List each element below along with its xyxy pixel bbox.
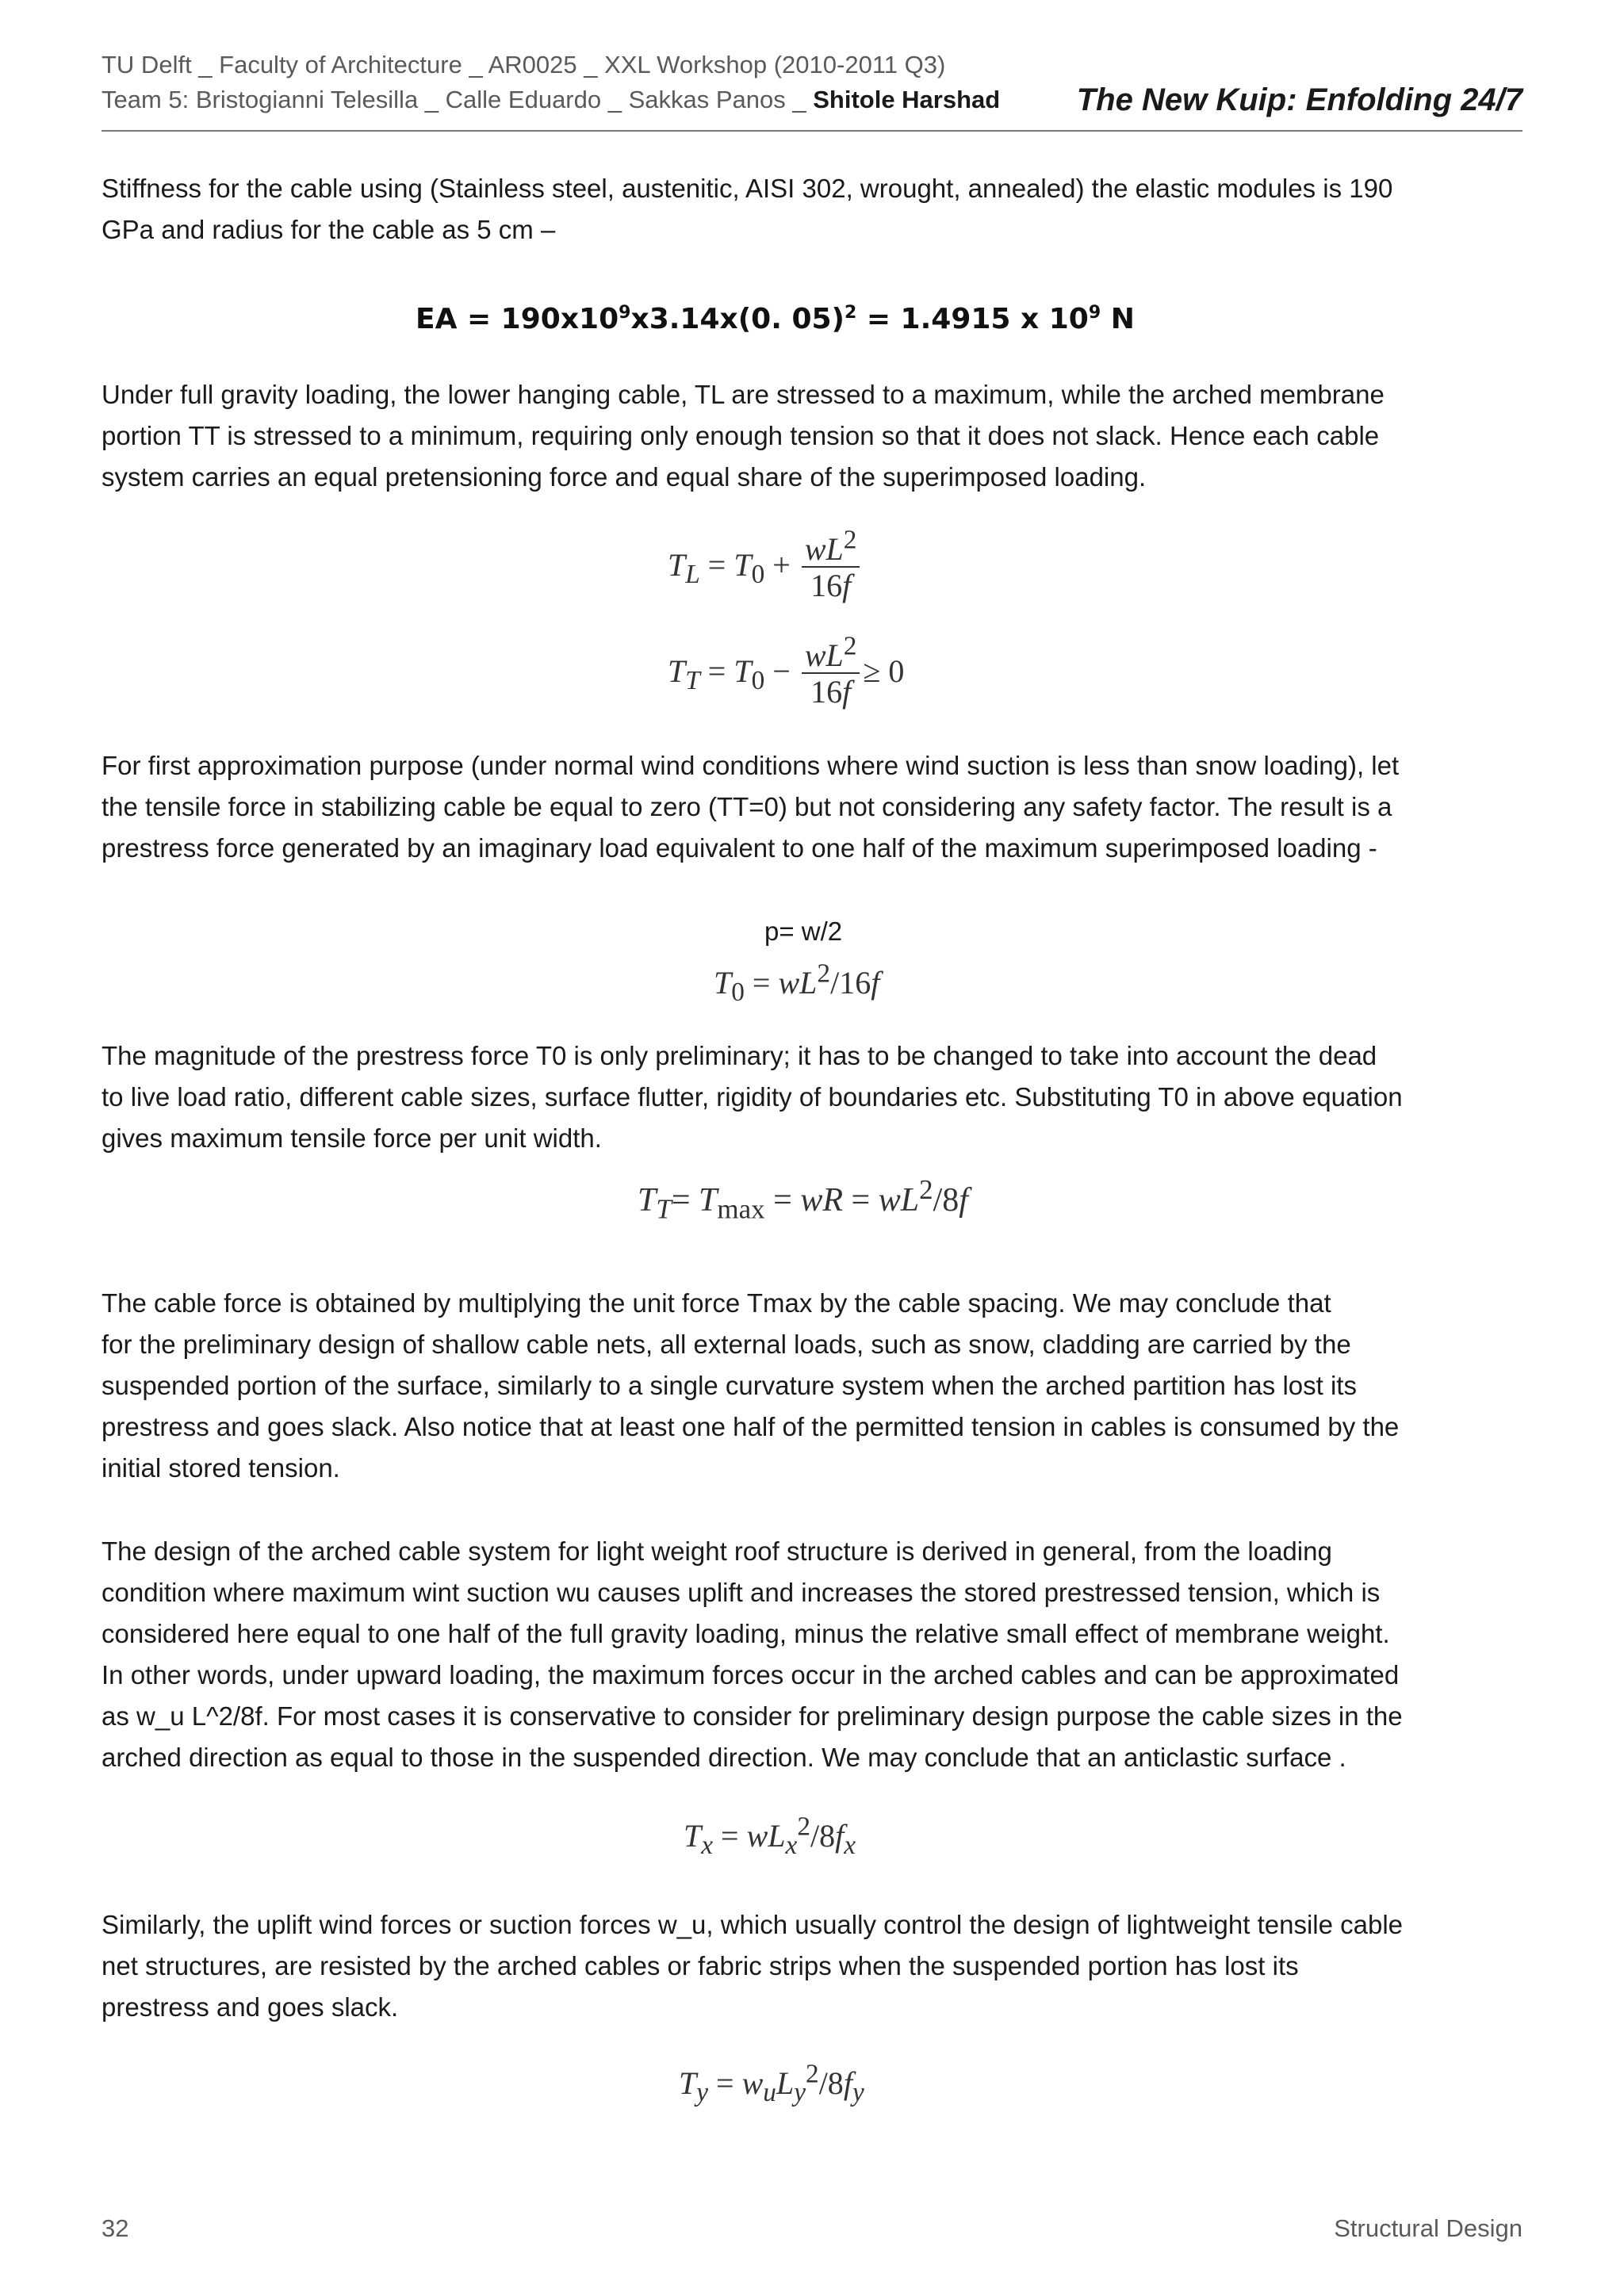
paragraph-first-approximation	[102, 745, 1522, 869]
text-line: Under full gravity loading, the lower hanging cable, TL are stressed to a maximum, while the arched membrane	[102, 380, 1385, 409]
text-line: arched direction as equal to those in the suspended direction. We may conclude that an anticlastic surface .	[102, 1743, 1346, 1772]
text-line: The design of the arched cable system for light weight roof structure is derived in general, from the loading	[102, 1536, 1332, 1566]
text-line: for the preliminary design of shallow cable nets, all external loads, such as snow, cladding are carried by the	[102, 1330, 1351, 1359]
text-line: the tensile force in stabilizing cable be equal to zero (TT=0) but not considering any safety factor. The result is a	[102, 792, 1392, 821]
paragraph-prestress-magnitude	[102, 1035, 1522, 1159]
text-line: condition where maximum wint suction wu causes uplift and increases the stored prestressed tension, which is	[102, 1578, 1381, 1607]
text-line: GPa and radius for the cable as 5 cm –	[102, 215, 556, 244]
text-line: In other words, under upward loading, the maximum forces occur in the arched cables and can be approximated	[102, 1660, 1400, 1689]
equation-imaginary-load: p= w/2	[764, 916, 843, 946]
equation-tension-x: $T_x = wL_x^2/8f_x$	[684, 1812, 856, 1860]
text-line: considered here equal to one half of the full gravity loading, minus the relative small effect of membrane weight.	[102, 1619, 1390, 1648]
equation-part: x3.14x(0. 05)	[630, 303, 845, 335]
paragraph-uplift-wind	[102, 1904, 1522, 2028]
section-name: Structural Design	[1334, 2214, 1522, 2242]
equation-exponent: 9	[1088, 303, 1101, 323]
text-line: Stiffness for the cable using (Stainless steel, austenitic, AISI 302, wrought, annealed) the elastic modules is 190	[102, 174, 1393, 203]
header-team-line	[102, 81, 1522, 119]
text-line: gives maximum tensile force per unit width.	[102, 1123, 602, 1153]
equation-part: = 1.4915 x 10	[856, 303, 1089, 335]
text-line: initial stored tension.	[102, 1453, 340, 1483]
text-line: For first approximation purpose (under normal wind conditions where wind suction is less than snow loading), let	[102, 751, 1400, 780]
text-line: as w_u L^2/8f. For most cases it is conservative to consider for preliminary design purpose the cable sizes in the	[102, 1701, 1403, 1731]
paragraph-arched-cable-design	[102, 1531, 1522, 1778]
text-line: prestress and goes slack.	[102, 1992, 399, 2022]
equation-exponent: 2	[845, 303, 857, 323]
text-line: to live load ratio, different cable sizes, surface flutter, rigidity of boundaries etc. Substituting T0 in above equation	[102, 1082, 1403, 1112]
equation-axial-stiffness	[416, 303, 1135, 335]
equation-prestress-force: $T_0 = wL^2/16f$	[714, 959, 880, 1007]
text-line: prestress force generated by an imaginary load equivalent to one half of the maximum superimposed loading -	[102, 833, 1377, 863]
paragraph-cable-force	[102, 1283, 1522, 1489]
text-line: net structures, are resisted by the arched cables or fabric strips when the suspended portion has lost its	[102, 1951, 1299, 1980]
text-line: The magnitude of the prestress force T0 is only preliminary; it has to be changed to take into account the dead	[102, 1041, 1377, 1070]
equation-tension-lower: $T_L = T_0$ + $\frac{wL^2}{16f}$	[668, 533, 863, 604]
equation-tension-y: $T_y = w_uL_y^2/8f_y$	[679, 2059, 864, 2107]
document-title: The New Kuip: Enfolding 24/7	[1076, 82, 1522, 117]
text-line: suspended portion of the surface, similarly to a single curvature system when the arched partition has lost its	[102, 1371, 1357, 1400]
text-line: The cable force is obtained by multiplying the unit force Tmax by the cable spacing. We may conclude that	[102, 1288, 1331, 1318]
text-line: Similarly, the uplift wind forces or suction forces w_u, which usually control the design of lightweight tensile cable	[102, 1910, 1404, 1939]
text-line: portion TT is stressed to a minimum, requiring only enough tension so that it does not slack. Hence each cable	[102, 421, 1380, 450]
paragraph-gravity-loading	[102, 374, 1522, 498]
page-number: 32	[102, 2214, 129, 2242]
equation-maximum-tension: $T_T= T_{max}$ = wR = $wL^2/8f$	[638, 1174, 968, 1225]
text-line: prestress and goes slack. Also notice that at least one half of the permitted tension in cables is consumed by the	[102, 1412, 1400, 1441]
equation-exponent: 9	[619, 303, 631, 323]
paragraph-stiffness	[102, 168, 1522, 251]
header-divider	[102, 130, 1522, 132]
header-team-bold-name: Shitole Harshad	[813, 86, 1001, 113]
equation-part: EA = 190x10	[416, 303, 619, 335]
equation-unit: N	[1101, 303, 1135, 335]
text-line: system carries an equal pretensioning force and equal share of the superimposed loading.	[102, 462, 1147, 492]
header-team-names: Team 5: Bristogianni Telesilla _ Calle Eduardo _ Sakkas Panos _	[102, 86, 814, 113]
header-course-line: TU Delft _ Faculty of Architecture _ AR0025 _ XXL Workshop (2010-2011 Q3)	[102, 51, 946, 78]
page-header	[102, 49, 1522, 119]
equation-tension-top: $T_T = T_0$ − $\frac{wL^2}{16f}$ ≥ 0	[668, 631, 905, 710]
